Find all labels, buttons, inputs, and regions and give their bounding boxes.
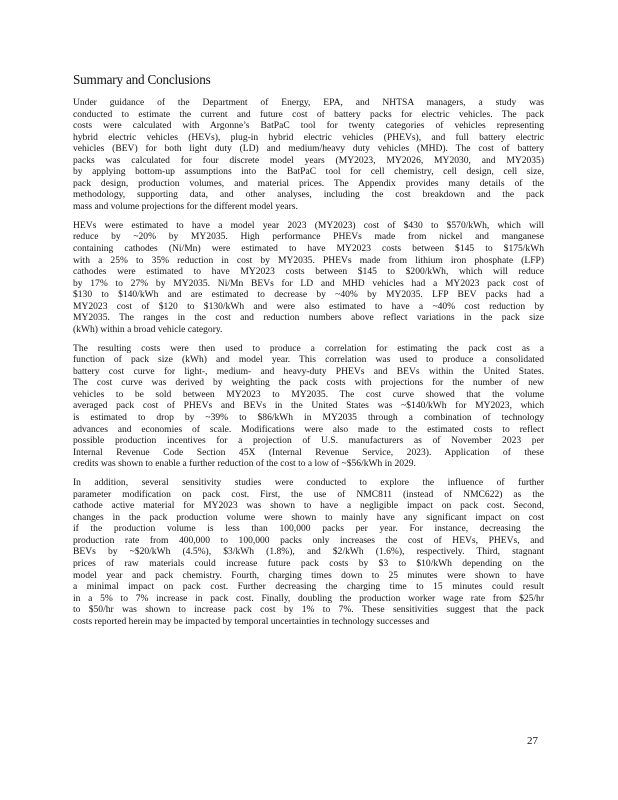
text-line: Internal Revenue Code Section 45X (Internal Revenue Service, 2023). Application of these xyxy=(73,446,544,458)
text-line: with a 25% to 35% reduction in cost by MY2035. PHEVs made from lithium iron phosphate (LFP) xyxy=(73,254,544,266)
text-line: MY2035. The ranges in the cost and reduction numbers above reflect variations in the pack size xyxy=(73,312,544,324)
text-line: model year and pack chemistry. Fourth, charging times down to 25 minutes were shown to have xyxy=(73,569,544,581)
text-line: parameter modification on pack cost. First, the use of NMC811 (instead of NMC622) as the xyxy=(73,488,544,500)
text-line: costs reported herein may be impacted by temporal uncertainties in technology successes and xyxy=(73,615,430,627)
text-line: hybrid electric vehicles (HEVs), plug-in hybrid electric vehicles (PHEVs), and full battery electric xyxy=(73,131,544,143)
text-line: prices of raw materials could increase future pack costs by $3 to $10/kWh depending on the xyxy=(73,557,544,569)
text-line: The cost curve was derived by weighting the pack costs with projections for the number of new xyxy=(73,377,544,389)
text-line: in a 5% to 7% increase in pack cost. Finally, doubling the production worker wage rate from $25/hr xyxy=(73,592,544,604)
text-line: possible production incentives for a projection of U.S. manufacturers as of November 2023 per xyxy=(73,435,544,447)
body-text xyxy=(73,97,544,635)
text-line: a minimal impact on pack cost. Further decreasing the charging time to 15 minutes could result xyxy=(73,581,544,593)
text-line: credits was shown to enable a further reduction of the cost to a low of ~$56/kWh in 2029. xyxy=(73,458,416,470)
text-line: to $50/hr was shown to increase pack cost by 1% to 7%. These sensitivities suggest that the pack xyxy=(73,604,544,616)
text-line: The resulting costs were then used to produce a correlation for estimating the pack cost as a xyxy=(73,342,544,354)
text-line: packs was calculated for four discrete model years (MY2023, MY2026, MY2030, and MY2035) xyxy=(73,154,544,166)
text-line: In addition, several sensitivity studies were conducted to explore the influence of further xyxy=(73,477,544,489)
page-number: 27 xyxy=(527,735,538,747)
text-line: is estimated to drop by ~39% to $86/kWh in MY2035 through a combination of technology xyxy=(73,412,544,423)
text-line: costs were calculated with Argonne’s BatPaC tool for twenty categories of vehicles representing xyxy=(73,120,544,132)
text-line: advances and economies of scale. Modifications were also made to the estimated costs to reflect xyxy=(73,423,544,435)
text-line: MY2023 cost of $120 to $130/kWh and were also estimated to have a ~40% cost reduction by xyxy=(73,300,544,312)
text-line: pack design, production volumes, and material prices. The Appendix provides many details of the xyxy=(73,177,544,189)
text-line: BEVs by ~$20/kWh (4.5%), $3/kWh (1.8%), and $2/kWh (1.6%), respectively. Third, stagnant xyxy=(73,546,544,558)
text-line: battery cost curve for light-, medium- and heavy-duty PHEVs and BEVs within the United States. xyxy=(73,365,544,377)
text-line: cathodes were estimated to have MY2023 costs between $145 to $200/kWh, which will reduce xyxy=(73,266,544,278)
paragraph xyxy=(73,220,544,335)
text-line: by 17% to 27% by MY2035. Ni/Mn BEVs for LD and MHD vehicles had a MY2023 pack cost of xyxy=(73,277,544,289)
text-line: averaged pack cost of PHEVs and BEVs in the United States was ~$140/kWh for MY2023, which xyxy=(73,400,544,412)
section-heading: Summary and Conclusions xyxy=(73,72,211,87)
text-line: Under guidance of the Department of Energy, EPA, and NHTSA managers, a study was xyxy=(73,97,544,108)
text-line: HEVs were estimated to have a model year 2023 (MY2023) cost of $430 to $570/kWh, which will xyxy=(73,219,544,231)
text-line: vehicles (BEV) for both light duty (LD) and medium/heavy duty vehicles (MHD). The cost of battery xyxy=(73,143,544,155)
text-line: conducted to estimate the current and future cost of battery packs for electric vehicles. The pack xyxy=(73,108,544,120)
paragraph xyxy=(73,477,544,627)
text-line: (kWh) within a broad vehicle category. xyxy=(73,323,223,335)
text-line: by applying bottom-up assumptions into the BatPaC tool for cell chemistry, cell design, cell size, xyxy=(73,166,544,178)
text-line: changes in the pack production volume were shown to mainly have any significant impact on cost xyxy=(73,511,544,523)
text-line: if the production volume is less than 100,000 packs per year. For instance, decreasing the xyxy=(73,523,544,535)
text-line: methodology, supporting data, and other analyses, including the cost breakdown and the pack xyxy=(73,189,544,201)
text-line: function of pack size (kWh) and model year. This correlation was used to produce a consolidated xyxy=(73,354,544,366)
text-line: containing cathodes (Ni/Mn) were estimated to have MY2023 costs between $145 to $175/kWh xyxy=(73,242,544,254)
text-line: vehicles to be sold between MY2023 to MY2035. The cost curve showed that the volume xyxy=(73,388,544,400)
text-line: production rate from 400,000 to 100,000 packs only increases the cost of HEVs, PHEVs, and xyxy=(73,534,544,546)
paragraph xyxy=(73,343,544,470)
text-line: cathode active material for MY2023 was shown to have a negligible impact on pack cost. Second, xyxy=(73,500,544,512)
paragraph xyxy=(73,97,544,212)
text-line: mass and volume projections for the different model years. xyxy=(73,200,298,212)
text-line: reduce by ~20% by MY2035. High performance PHEVs made from nickel and manganese xyxy=(73,231,544,243)
text-line: $130 to $140/kWh and are estimated to decrease by ~40% by MY2035. LFP BEV packs had a xyxy=(73,289,544,301)
